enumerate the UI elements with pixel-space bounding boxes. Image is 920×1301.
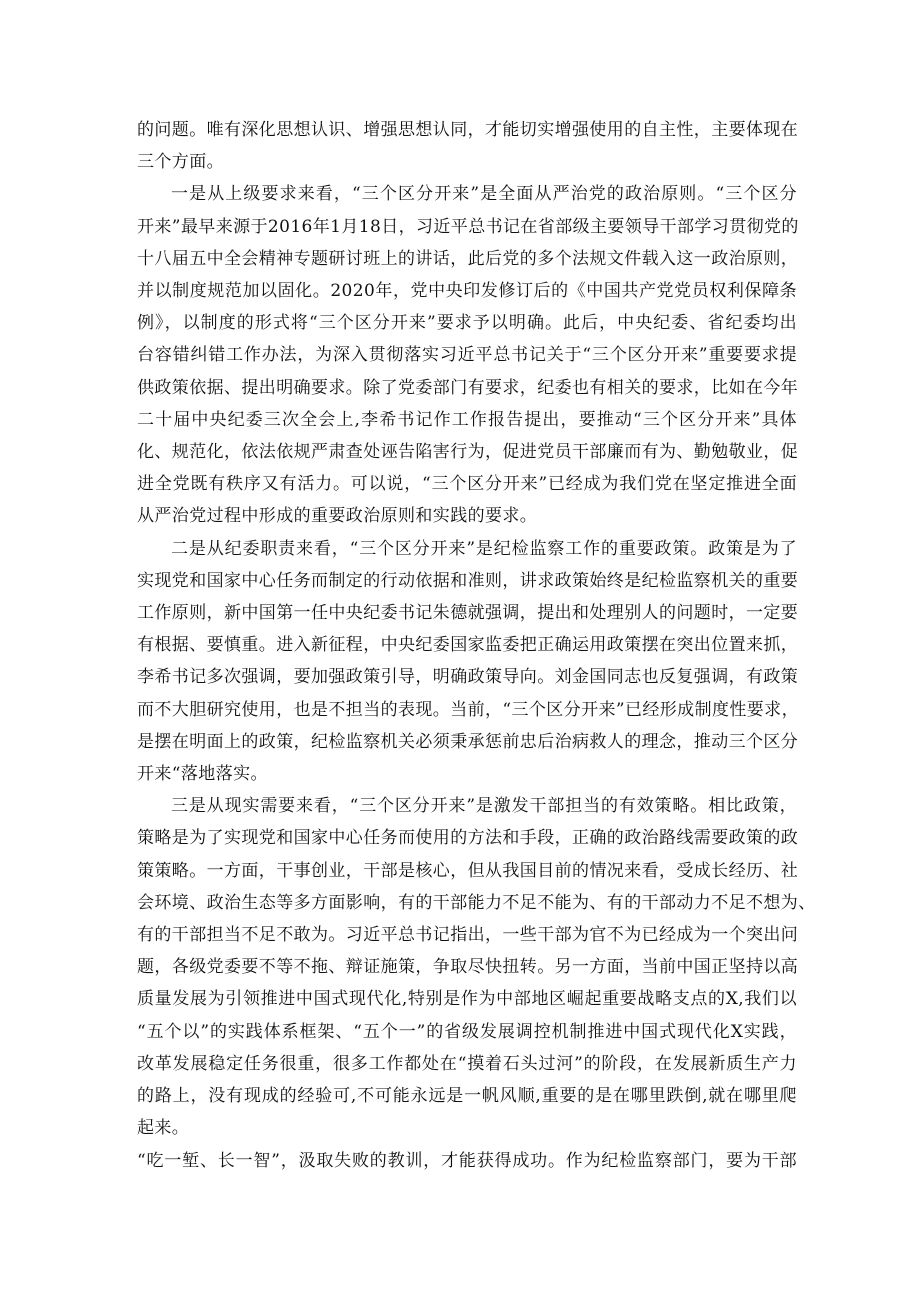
paragraph	[137, 533, 797, 791]
text-line: “吃一堑、长一智”，汲取失败的教训，才能获得成功。作为纪检监察部门，要为干部	[137, 1150, 797, 1171]
text-line: 工作原则，新中国第一任中央纪委书记朱德就强调，提出和处理别人的问题时，一定要	[137, 603, 799, 624]
text-line: 题，各级党委要不等不拖、辩证施策，争取尽快扭转。另一方面，当前中国正坚持以高	[137, 957, 799, 978]
text-line: 三个方面。	[137, 152, 224, 173]
text-line: 李希书记多次强调，要加强政策引导，明确政策导向。刘金国同志也反复强调，有政策	[137, 667, 799, 688]
paragraph	[137, 790, 816, 1144]
text-line: 有根据、要慎重。进入新征程，中央纪委国家监委把正确运用政策摆在突出位置来抓，	[137, 635, 799, 656]
text-line: 开来“落地落实。	[137, 764, 268, 785]
text-line: “五个以”的实践体系框架、“五个一”的省级发展调控机制推进中国式现代化X实践，	[137, 1021, 797, 1042]
text-line: 策策略。一方面，干事创业，干部是核心，但从我国目前的情况来看，受成长经历、社	[137, 860, 799, 881]
text-line: 从严治党过程中形成的重要政治原则和实践的要求。	[137, 506, 538, 527]
text-line: 会环境、政治生态等多方面影响，有的干部能力不足不能为、有的干部动力不足不想为、	[137, 892, 816, 913]
text-line: 台容错纠错工作办法，为深入贯彻落实习近平总书记关于“三个区分开来”重要要求提	[137, 345, 797, 366]
text-line: 十八届五中全会精神专题研讨班上的讲话，此后党的多个法规文件载入这一政治原则，	[137, 248, 799, 269]
text-line: 一是从上级要求来看，“三个区分开来”是全面从严治党的政治原则。“三个区分	[171, 184, 797, 205]
text-line: 二是从纪委职责来看，“三个区分开来”是纪检监察工作的重要政策。政策是为了	[171, 538, 797, 559]
text-line: 有的干部担当不足不敢为。习近平总书记指出，一些干部为官不为已经成为一个突出问	[137, 925, 799, 946]
text-line: 而不大胆研究使用，也是不担当的表现。当前，“三个区分开来”已经形成制度性要求，	[137, 699, 799, 720]
text-line: 三是从现实需要来看，“三个区分开来”是激发干部担当的有效策略。相比政策，	[171, 796, 797, 817]
text-line: 策略是为了实现党和国家中心任务而使用的方法和手段，正确的政治路线需要政策的政	[137, 828, 799, 849]
text-line: 并以制度规范加以固化。2020年，党中央印发修订后的《中国共产党党员权利保障条	[137, 281, 797, 302]
text-line: 供政策依据、提出明确要求。除了党委部门有要求，纪委也有相关的要求，比如在今年	[137, 377, 799, 398]
text-line: 起来。	[137, 1118, 190, 1139]
text-line: 化、规范化，依法依规严肃查处诬告陷害行为，促进党员干部廉而有为、勤勉敬业，促	[137, 442, 799, 463]
text-line: 进全党既有秩序又有活力。可以说，“三个区分开来”已经成为我们党在坚定推进全面	[137, 474, 797, 495]
text-line: 开来”最早来源于2016年1月18日，习近平总书记在省部级主要领导干部学习贯彻党的	[137, 216, 799, 237]
text-line: 二十届中央纪委三次全会上,李希书记作工作报告提出，要推动“三个区分开来”具体	[137, 409, 797, 430]
document-page	[137, 114, 816, 1177]
text-line: 的路上，没有现成的经验可,不可能永远是一帆风顺,重要的是在哪里跌倒,就在哪里爬	[137, 1086, 797, 1107]
paragraph	[137, 178, 797, 532]
paragraph	[137, 1145, 797, 1177]
text-line: 质量发展为引领推进中国式现代化,特别是作为中部地区崛起重要战略支点的X,我们以	[137, 989, 797, 1010]
text-line: 改革发展稳定任务很重，很多工作都处在“摸着石头过河”的阶段，在发展新质生产力	[137, 1053, 797, 1074]
text-line: 是摆在明面上的政策，纪检监察机关必须秉承惩前忠后治病救人的理念，推动三个区分	[137, 731, 799, 752]
text-line: 实现党和国家中心任务而制定的行动依据和准则，讲求政策始终是纪检监察机关的重要	[137, 570, 799, 591]
text-line: 例》，以制度的形式将“三个区分开来”要求予以明确。此后，中央纪委、省纪委均出	[137, 313, 797, 334]
paragraph	[137, 114, 797, 178]
text-line: 的问题。唯有深化思想认识、增强思想认同，才能切实增强使用的自主性，主要体现在	[137, 120, 799, 140]
